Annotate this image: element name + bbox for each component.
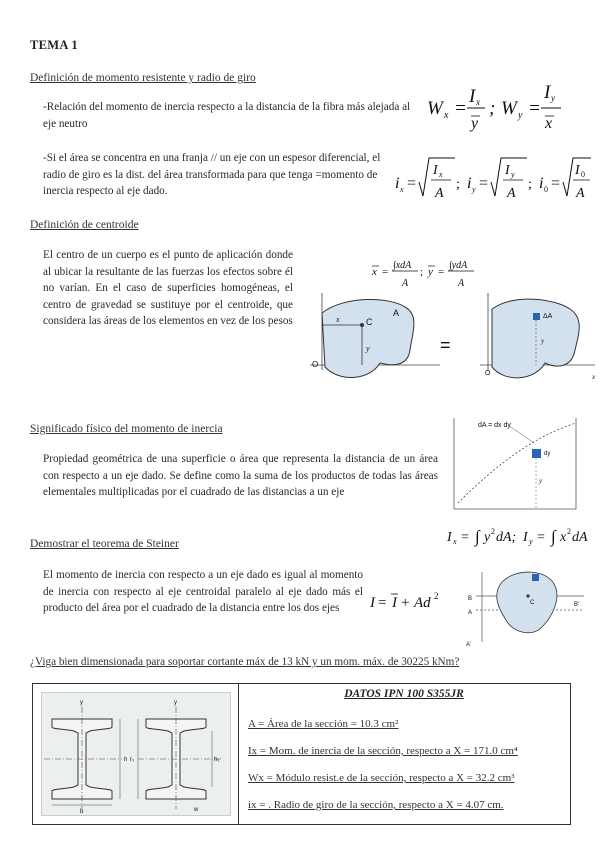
svg-text:A: A bbox=[576, 186, 585, 201]
svg-text:x: x bbox=[560, 530, 567, 545]
svg-text:A: A bbox=[435, 186, 444, 201]
svg-text:dA: dA bbox=[572, 530, 588, 545]
label-a: A bbox=[393, 308, 400, 318]
datos-line-area: A = Área de la sección = 10.3 cm² bbox=[248, 718, 399, 730]
svg-text:I: I bbox=[523, 530, 528, 545]
datos-line-inercia: Ix = Mom. de inercia de la sección, respecto a X = 171.0 cm⁴ bbox=[248, 745, 518, 757]
svg-text:A: A bbox=[402, 278, 409, 289]
svg-text:;: ; bbox=[489, 98, 496, 119]
svg-text:=: = bbox=[528, 98, 541, 119]
figure-inercia bbox=[448, 413, 588, 513]
svg-text:x: x bbox=[444, 110, 449, 121]
svg-text:y: y bbox=[472, 185, 476, 194]
svg-text:y: y bbox=[529, 537, 533, 546]
svg-text:I: I bbox=[447, 530, 452, 545]
svg-text:;: ; bbox=[420, 266, 424, 278]
label-equals: = bbox=[440, 335, 451, 355]
svg-text:I: I bbox=[433, 163, 438, 178]
svg-text:;: ; bbox=[456, 177, 460, 192]
label-dA: ΔA bbox=[543, 313, 553, 320]
svg-text:x: x bbox=[336, 315, 340, 324]
svg-text:y: y bbox=[471, 115, 479, 132]
svg-text:=: = bbox=[551, 175, 561, 192]
svg-text:y: y bbox=[539, 477, 543, 485]
svg-text:y: y bbox=[80, 700, 83, 706]
svg-text:I: I bbox=[505, 163, 510, 178]
svg-text:h₁: h₁ bbox=[214, 757, 220, 763]
label-dA-dxdy: dA = dx dy bbox=[478, 422, 511, 429]
svg-text:=: = bbox=[438, 266, 445, 278]
question-viga: ¿Viga bien dimensionada para soportar cortante máx de 13 kN y un mom. máx. de 30225 kNm? bbox=[30, 656, 460, 668]
heading-centroide: Definición de centroide bbox=[30, 219, 139, 231]
svg-text:=: = bbox=[407, 175, 417, 192]
datos-box bbox=[32, 683, 571, 825]
datos-line-radio: ix = . Radio de giro de la sección, respecto a X = 4.07 cm. bbox=[248, 799, 504, 811]
svg-text:x: x bbox=[545, 115, 553, 132]
svg-text:I: I bbox=[469, 86, 476, 107]
svg-text:=: = bbox=[378, 595, 387, 611]
svg-text:C: C bbox=[530, 600, 535, 606]
page-title: TEMA 1 bbox=[30, 38, 78, 52]
formula-steiner bbox=[368, 586, 458, 616]
svg-text:B': B' bbox=[574, 602, 580, 608]
svg-text:x: x bbox=[400, 185, 404, 194]
svg-text:0: 0 bbox=[544, 185, 548, 194]
svg-text:∫ydA: ∫ydA bbox=[449, 260, 468, 271]
svg-text:∫xdA: ∫xdA bbox=[393, 260, 412, 271]
datos-line-modulo: Wx = Módulo resist.e de la sección, respecto a X = 32.2 cm³ bbox=[248, 772, 515, 784]
svg-text:i: i bbox=[467, 175, 472, 192]
svg-text:A: A bbox=[507, 186, 516, 201]
svg-text:B: B bbox=[468, 596, 473, 602]
svg-text:A: A bbox=[458, 278, 465, 289]
svg-text:2: 2 bbox=[434, 591, 439, 601]
svg-text:x: x bbox=[476, 97, 480, 107]
label-x: x bbox=[592, 373, 596, 381]
datos-divider bbox=[238, 684, 239, 824]
svg-text:2: 2 bbox=[491, 527, 495, 536]
svg-text:I: I bbox=[370, 595, 375, 611]
svg-text:b: b bbox=[80, 809, 84, 815]
para-steiner: El momento de inercia con respecto a un eje dado es igual al momento de inercia con respecto al eje centroidal paralelo al eje dado más el producto del área por el cuadrado de la distancia entre los dos ejes bbox=[43, 569, 363, 614]
svg-text:=: = bbox=[382, 266, 389, 278]
label-c: C bbox=[366, 317, 373, 327]
datos-title: DATOS IPN 100 S355JR bbox=[344, 688, 464, 700]
figure-centroide bbox=[300, 255, 600, 385]
svg-text:=: = bbox=[461, 530, 469, 545]
para-momento-resistente: -Relación del momento de inercia respecto a la distancia de la fibra más alejada al eje neutro bbox=[43, 101, 411, 130]
svg-text:h: h bbox=[124, 757, 128, 763]
heading-steiner: Demostrar el teorema de Steiner bbox=[30, 538, 179, 550]
svg-text:w: w bbox=[194, 807, 199, 813]
svg-text:y: y bbox=[366, 344, 370, 353]
svg-text:=: = bbox=[454, 98, 467, 119]
svg-text:W: W bbox=[501, 98, 517, 119]
svg-text:I: I bbox=[392, 595, 397, 611]
svg-text:x: x bbox=[372, 266, 377, 278]
ipn-profile-drawing bbox=[41, 692, 231, 816]
heading-momento-resistente: Definición de momento resistente y radio de giro bbox=[30, 72, 256, 84]
svg-text:A: A bbox=[468, 610, 473, 616]
svg-text:dA;: dA; bbox=[496, 530, 517, 545]
svg-text:2: 2 bbox=[567, 527, 571, 536]
svg-text:y: y bbox=[174, 700, 177, 706]
svg-text:i: i bbox=[539, 175, 544, 192]
label-o: O bbox=[312, 360, 319, 369]
svg-text:y: y bbox=[484, 530, 491, 545]
svg-text:+: + bbox=[401, 595, 410, 611]
svg-text:y: y bbox=[551, 93, 555, 103]
para-momento-inercia: Propiedad geométrica de una superficie o área que representa la distancia de un área con respecto a un eje dado. Se define como la suma de los productos de todas las áreas elementales multiplicadas por el cuadrado de las distancias a un eje bbox=[43, 453, 438, 498]
label-y: y bbox=[541, 337, 545, 345]
svg-text:O: O bbox=[485, 370, 491, 377]
svg-text:I: I bbox=[575, 163, 580, 178]
svg-text:i: i bbox=[395, 175, 400, 192]
svg-text:y: y bbox=[518, 110, 523, 121]
para-radio-giro: -Si el área se concentra en una franja // un eje con un espesor diferencial, el radio de giro es la dist. del área transformada para que tenga =momento de inercia respecto al eje dado. bbox=[43, 152, 381, 197]
svg-text:y: y bbox=[511, 170, 515, 179]
svg-text:x: x bbox=[453, 537, 457, 546]
svg-text:=: = bbox=[537, 530, 545, 545]
svg-text:A': A' bbox=[466, 642, 472, 648]
para-centroide: El centro de un cuerpo es el punto de aplicación donde al ubicar la resultante de las fuerzas los efectos sobre él no varían. En el caso de superficies homogéneas, el centro de gravedad se sustituye por el centroide, que considera las áreas de los elementos en vez de los pesos bbox=[43, 249, 293, 327]
formula-radio-giro bbox=[393, 152, 593, 208]
svg-text:x: x bbox=[439, 170, 443, 179]
formula-inercia bbox=[445, 522, 595, 548]
svg-text:W: W bbox=[427, 98, 443, 119]
formula-modulo-resistente bbox=[425, 80, 585, 138]
heading-momento-inercia: Significado físico del momento de inercia bbox=[30, 423, 223, 435]
svg-text:Ad: Ad bbox=[414, 595, 431, 611]
svg-text:0: 0 bbox=[581, 170, 585, 179]
svg-text:r₁: r₁ bbox=[130, 757, 135, 763]
svg-text:;: ; bbox=[528, 177, 532, 192]
svg-text:=: = bbox=[479, 175, 489, 192]
figure-steiner bbox=[462, 562, 590, 652]
svg-text:∫: ∫ bbox=[475, 527, 480, 546]
svg-text:∫: ∫ bbox=[551, 527, 556, 546]
svg-text:dy: dy bbox=[544, 451, 551, 457]
svg-text:y: y bbox=[428, 266, 433, 278]
svg-text:I: I bbox=[544, 82, 551, 103]
